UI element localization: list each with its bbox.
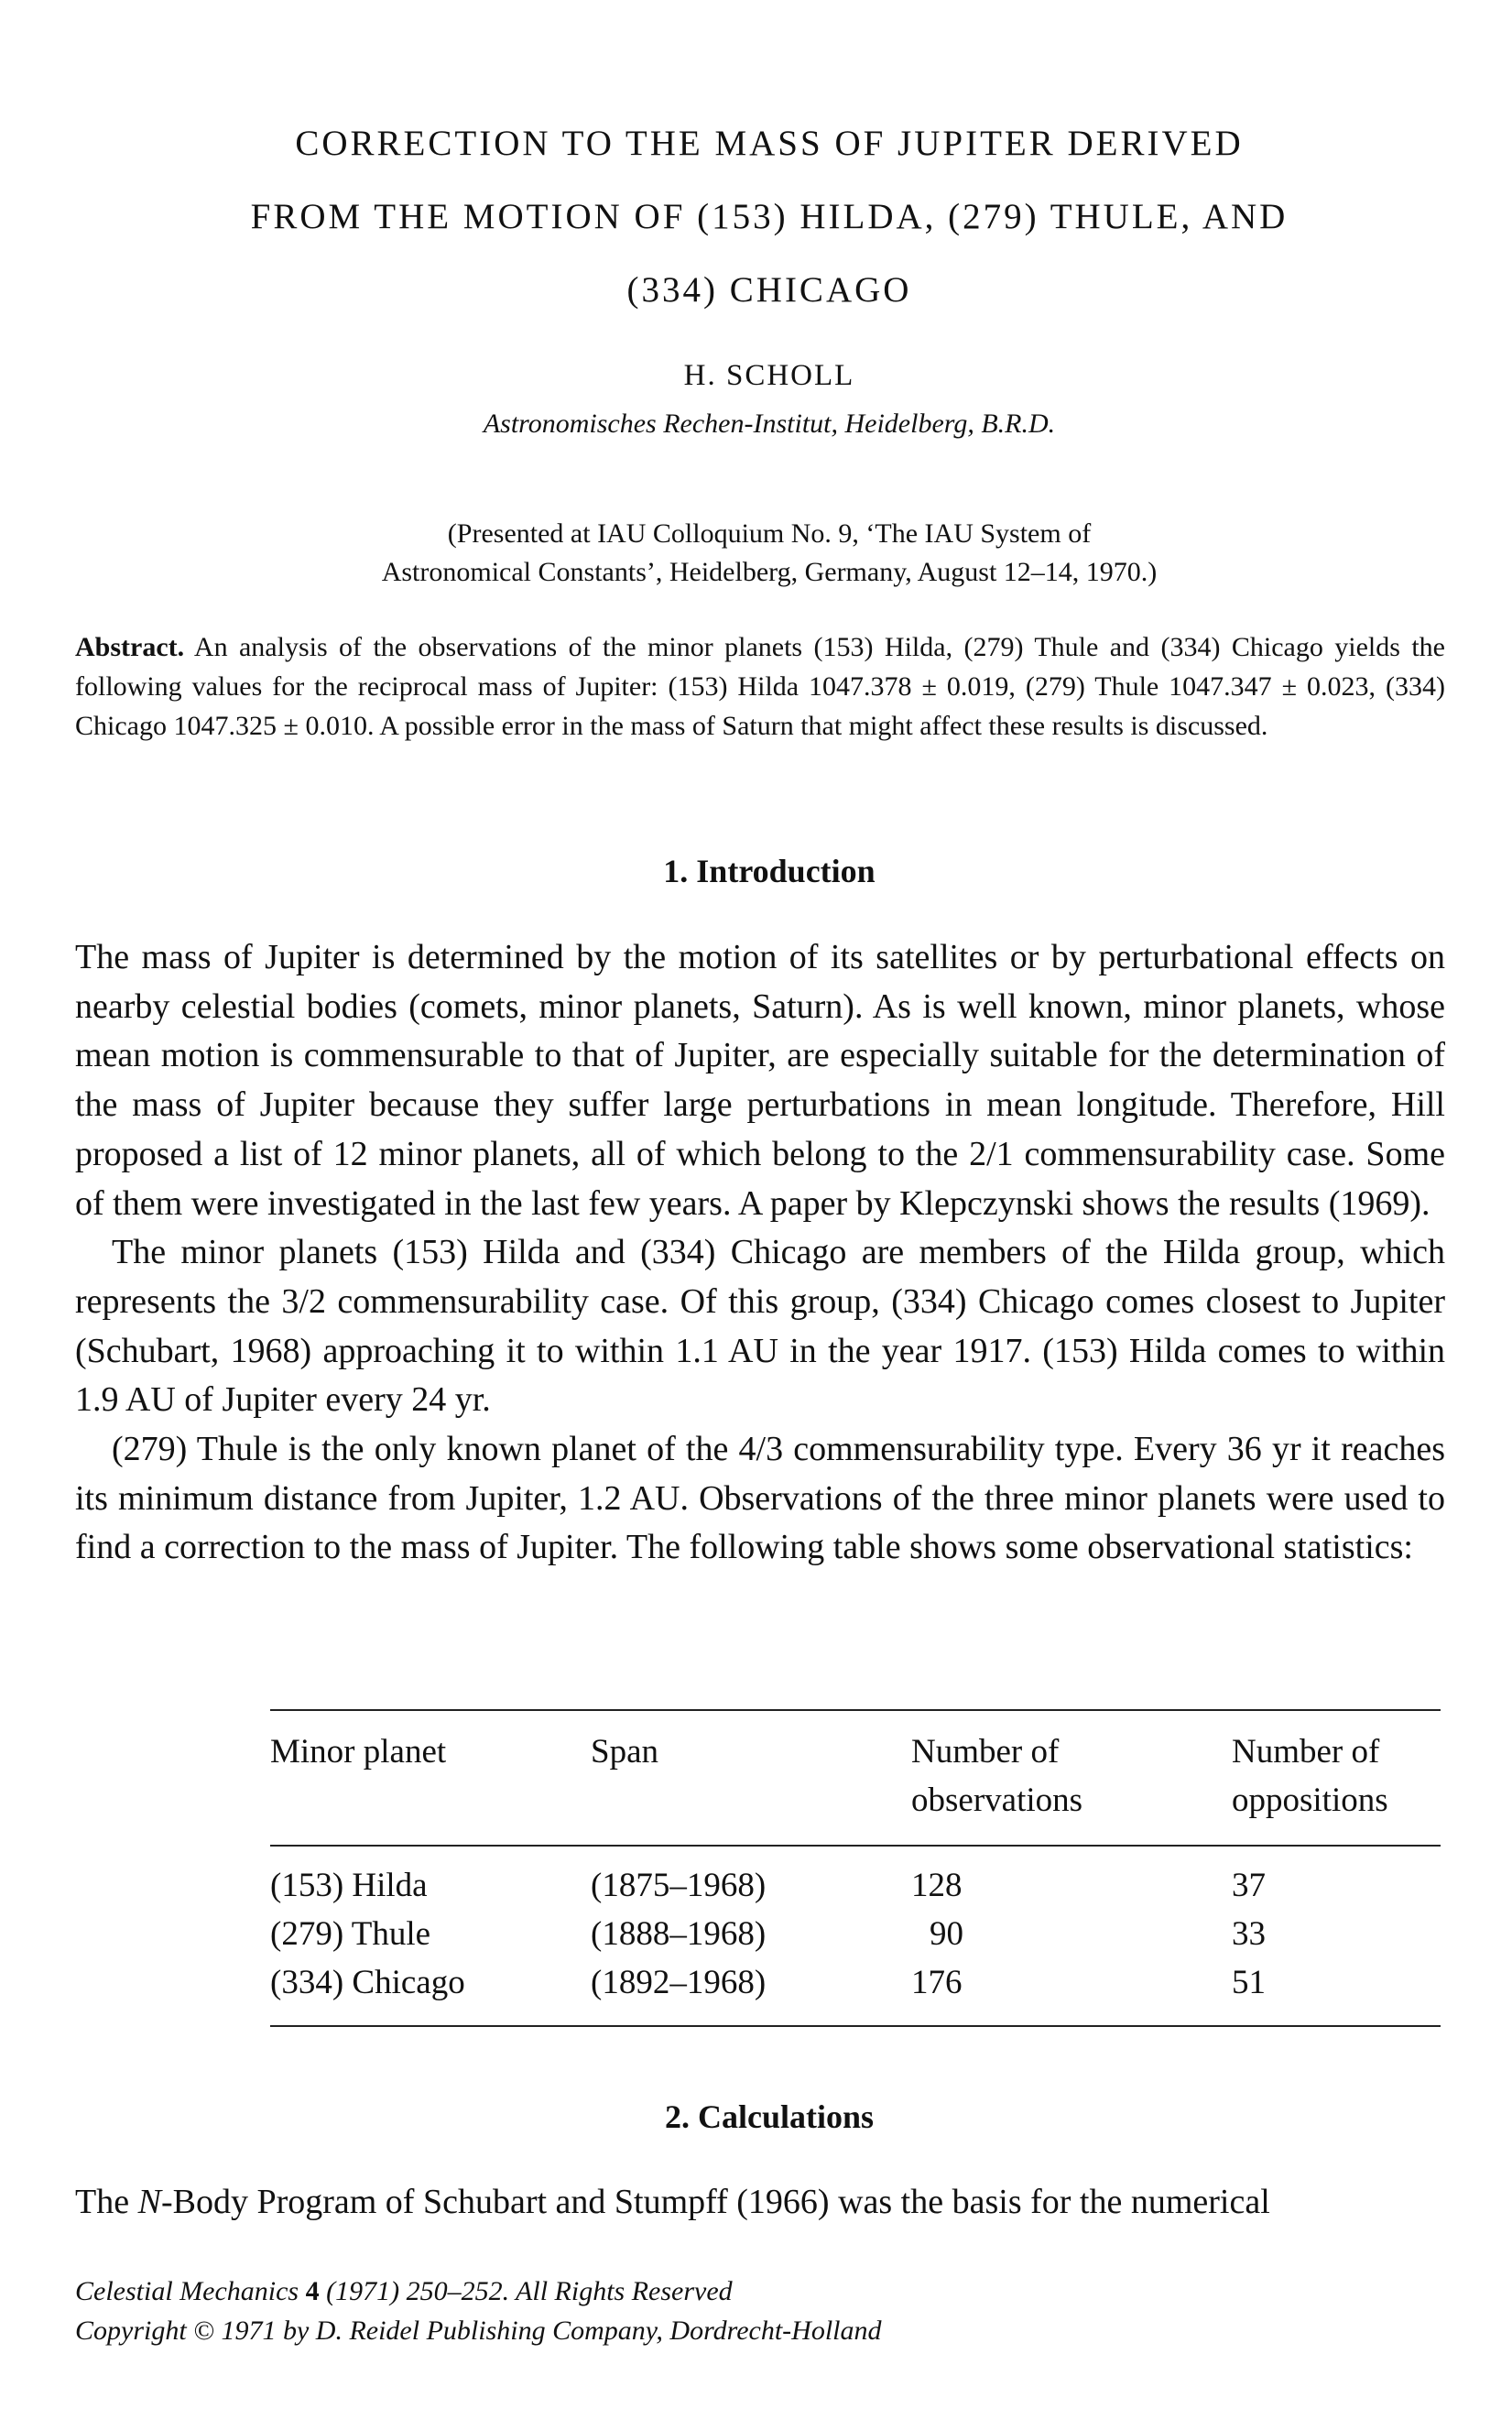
section-1-paragraph: The minor planets (153) Hilda and (334) Chicago are members of the Hilda group, which represents the 3/2 commensurability case. Of this group, (334) Chicago comes closest to Jupiter (Schubart, 1968) approaching it to within 1.1 AU in the year 1917. (153) Hilda comes to within 1.9 AU of Jupiter every 24 yr.: [75, 1233, 1445, 1420]
section-2-text-italic: N: [137, 2183, 161, 2221]
title-line-2: FROM THE MOTION OF (153) HILDA, (279) THULE, AND: [250, 197, 1289, 236]
abstract: [75, 627, 1445, 746]
table-cell: 90: [930, 1915, 963, 1953]
table-header-row: [270, 1710, 1441, 1846]
table-row: [270, 1910, 1441, 1958]
table-cell: (279) Thule: [270, 1915, 431, 1953]
table-header-observations: Number of observations: [911, 1733, 1083, 1819]
section-2-text-start: The: [75, 2183, 138, 2221]
table-cell: 37: [1232, 1867, 1266, 1904]
presented-line-1: (Presented at IAU Colloquium No. 9, ‘The IAU System of: [447, 518, 1092, 549]
section-2-text-end: -Body Program of Schubart and Stumpff (1966) was the basis for the numerical: [160, 2183, 1270, 2221]
footer-pages-rights: (1971) 250–252. All Rights Reserved: [319, 2276, 733, 2306]
table-cell: (1888–1968): [591, 1915, 767, 1953]
section-1-heading: 1. Introduction: [663, 853, 876, 889]
presented-line-2: Astronomical Constants’, Heidelberg, Germany, August 12–14, 1970.): [381, 557, 1158, 587]
section-1-body: [75, 933, 1445, 1573]
abstract-text: An analysis of the observations of the minor planets (153) Hilda, (279) Thule and (334) Chicago yields the following values for the reciprocal mass of Jupiter: (153) Hilda 1047.378 ± 0.019, (279) Thule 1047.347 ± 0.023, (334) Chicago 1047.325 ± 0.010. A possible error in the mass of Saturn that might affect these results is discussed.: [75, 632, 1445, 741]
section-1-paragraph: (279) Thule is the only known planet of the 4/3 commensurability type. Every 36 yr it reaches its minimum distance from Jupiter, 1.2 AU. Observations of the three minor planets were used to find a correction to the mass of Jupiter. The following table shows some observational statistics:: [75, 1430, 1445, 1567]
section-1-paragraph: The mass of Jupiter is determined by the motion of its satellites or by perturbational effects on nearby celestial bodies (comets, minor planets, Saturn). As is well known, minor planets, whose mean motion is commensurable to that of Jupiter, are especially suitable for the determination of the mass of Jupiter because they suffer large perturbations in mean longitude. Therefore, Hill proposed a list of 12 minor planets, all of which belong to the 2/1 commensurability case. Some of them were investigated in the last few years. A paper by Klepczynski shows the results (1969).: [75, 938, 1445, 1223]
title-line-3: (334) CHICAGO: [626, 270, 912, 310]
observational-statistics-table: [270, 1709, 1441, 2027]
table-cell: 51: [1232, 1958, 1441, 2026]
footer-volume: 4: [305, 2276, 320, 2306]
table-cell: (1875–1968): [591, 1867, 767, 1904]
table-header-oppositions: Number of oppositions: [1232, 1733, 1388, 1819]
paper-title: [137, 107, 1401, 327]
table-cell: (1892–1968): [591, 1958, 911, 2026]
abstract-label: Abstract.: [75, 632, 185, 662]
table-header-span: Span: [591, 1733, 658, 1771]
table-cell: 128: [911, 1867, 963, 1904]
section-2-heading: 2. Calculations: [664, 2098, 875, 2135]
author-name: H. SCHOLL: [683, 359, 855, 392]
footer-line-1: [75, 2272, 1445, 2311]
author-affiliation: Astronomisches Rechen-Institut, Heidelberg, B.R.D.: [483, 409, 1056, 439]
section-2-body: [75, 2178, 1445, 2228]
presented-note: [137, 515, 1401, 592]
journal-footer: [75, 2272, 1445, 2350]
table-cell: (334) Chicago: [270, 1958, 591, 2026]
table-header-minor-planet: Minor planet: [270, 1733, 447, 1771]
table-cell: 176: [911, 1958, 1232, 2026]
table-cell: 33: [1232, 1915, 1266, 1953]
title-line-1: CORRECTION TO THE MASS OF JUPITER DERIVED: [295, 124, 1244, 163]
table-row: [270, 1958, 1441, 2026]
footer-copyright: Copyright © 1971 by D. Reidel Publishing Company, Dordrecht-Holland: [75, 2315, 882, 2346]
table-cell: (153) Hilda: [270, 1867, 428, 1904]
footer-journal: Celestial Mechanics: [75, 2276, 299, 2306]
table-row: [270, 1846, 1441, 1910]
